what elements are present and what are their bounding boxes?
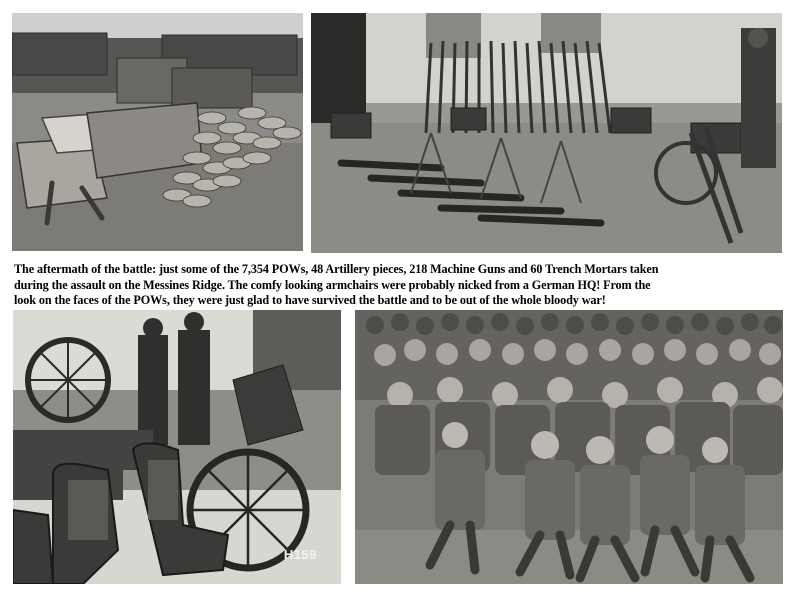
- caption-line-2: during the assault on the Messines Ridge. The comfy looking armchairs were probably nicked from a German HQ! From the: [14, 277, 651, 292]
- caption-line-1: The aftermath of the battle: just some of the 7,354 POWs, 48 Artillery pieces, 218 Machine Guns and 60 Trench Mortars taken: [14, 262, 659, 276]
- photo-prisoners-of-war-image: [355, 310, 783, 584]
- photo-captured-machine-guns: [311, 13, 782, 253]
- photo-armchairs-and-artillery: [13, 310, 341, 584]
- photo-stick-grenades-image: [12, 13, 303, 251]
- photo-caption: [14, 262, 790, 309]
- photo-stick-grenades: [12, 13, 303, 251]
- photo-armchairs-and-artillery-image: [13, 310, 341, 584]
- photo-captured-machine-guns-image: [311, 13, 782, 253]
- photo-prisoners-of-war: [355, 310, 783, 584]
- photo-marking: H159: [283, 547, 317, 562]
- caption-line-3: look on the faces of the POWs, they were just glad to have survived the battle and to be out of the whole bloody war!: [14, 293, 606, 307]
